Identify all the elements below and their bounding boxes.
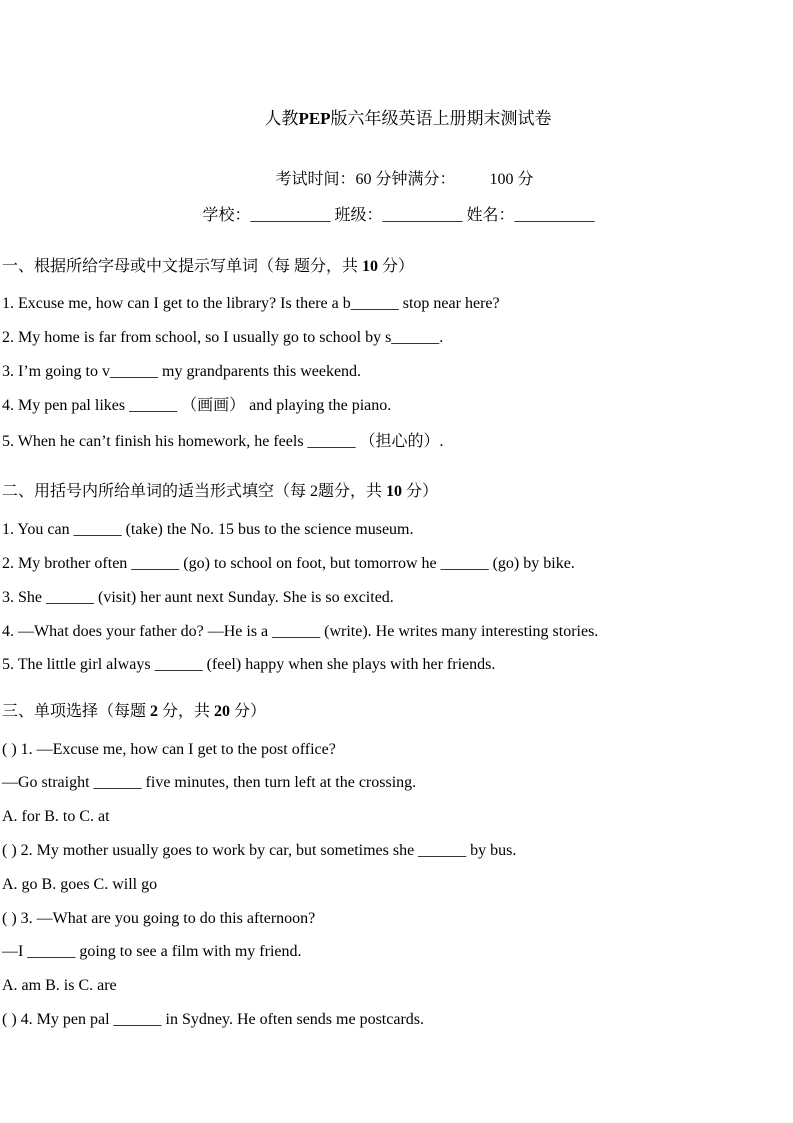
section-1-item-3: 3. I’m going to v______ my grandparents this weekend.: [2, 363, 362, 380]
exam-time: 考试时间：60 分钟满分：: [275, 171, 456, 188]
section-1-item-1: 1. Excuse me, how can I get to the library? Is there a b______ stop near here?: [2, 295, 500, 312]
section-3-line-6: ( ) 3. —What are you going to do this afternoon?: [2, 910, 316, 927]
section-2-item-3: 3. She ______ (visit) her aunt next Sunday. She is so excited.: [2, 589, 394, 606]
school-field: 学校：__________: [202, 207, 331, 224]
section-3-line-1: ( ) 1. —Excuse me, how can I get to the post office?: [2, 741, 336, 758]
section-3-line-7: —I ______ going to see a film with my friend.: [2, 943, 302, 960]
name-field: 姓名：__________: [466, 207, 595, 224]
section-2-heading: 二、用括号内所给单词的适当形式填空（每 2题分，共 10 分）: [2, 483, 439, 500]
exam-time-line: [8, 169, 793, 191]
section-3-line-3: A. for B. to C. at: [2, 808, 110, 825]
section-2-item-2: 2. My brother often ______ (go) to school on foot, but tomorrow he ______ (go) by bike.: [2, 555, 575, 572]
class-field: 班级：__________: [334, 207, 463, 224]
section-2-item-1: 1. You can ______ (take) the No. 15 bus to the science museum.: [2, 521, 414, 538]
section-2-item-4: 4. —What does your father do? —He is a ______ (write). He writes many interesting stories.: [2, 623, 599, 640]
exam-title: 人教PEP版六年级英语上册期末测试卷: [264, 109, 552, 128]
section-1-item-5: 5. When he can’t finish his homework, he feels ______ （担心的）.: [2, 433, 444, 450]
section-3-line-5: A. go B. goes C. will go: [2, 876, 158, 893]
section-1-item-4: 4. My pen pal likes ______ （画画） and playing the piano.: [2, 397, 392, 414]
section-1-item-2: 2. My home is far from school, so I usually go to school by s______.: [2, 329, 444, 346]
section-3-line-4: ( ) 2. My mother usually goes to work by car, but sometimes she ______ by bus.: [2, 842, 517, 859]
section-3-line-8: A. am B. is C. are: [2, 977, 117, 994]
student-info-line: [2, 205, 793, 227]
section-2-item-5: 5. The little girl always ______ (feel) happy when she plays with her friends.: [2, 656, 496, 673]
section-3-line-9: ( ) 4. My pen pal ______ in Sydney. He often sends me postcards.: [2, 1011, 424, 1028]
full-score: 100 分: [489, 171, 534, 188]
section-3-line-2: —Go straight ______ five minutes, then turn left at the crossing.: [2, 774, 417, 791]
section-3-heading: 三、单项选择（每题 2 分，共 20 分）: [2, 703, 267, 720]
section-1-heading: 一、根据所给字母或中文提示写单词（每 题分，共 10 分）: [2, 258, 415, 275]
